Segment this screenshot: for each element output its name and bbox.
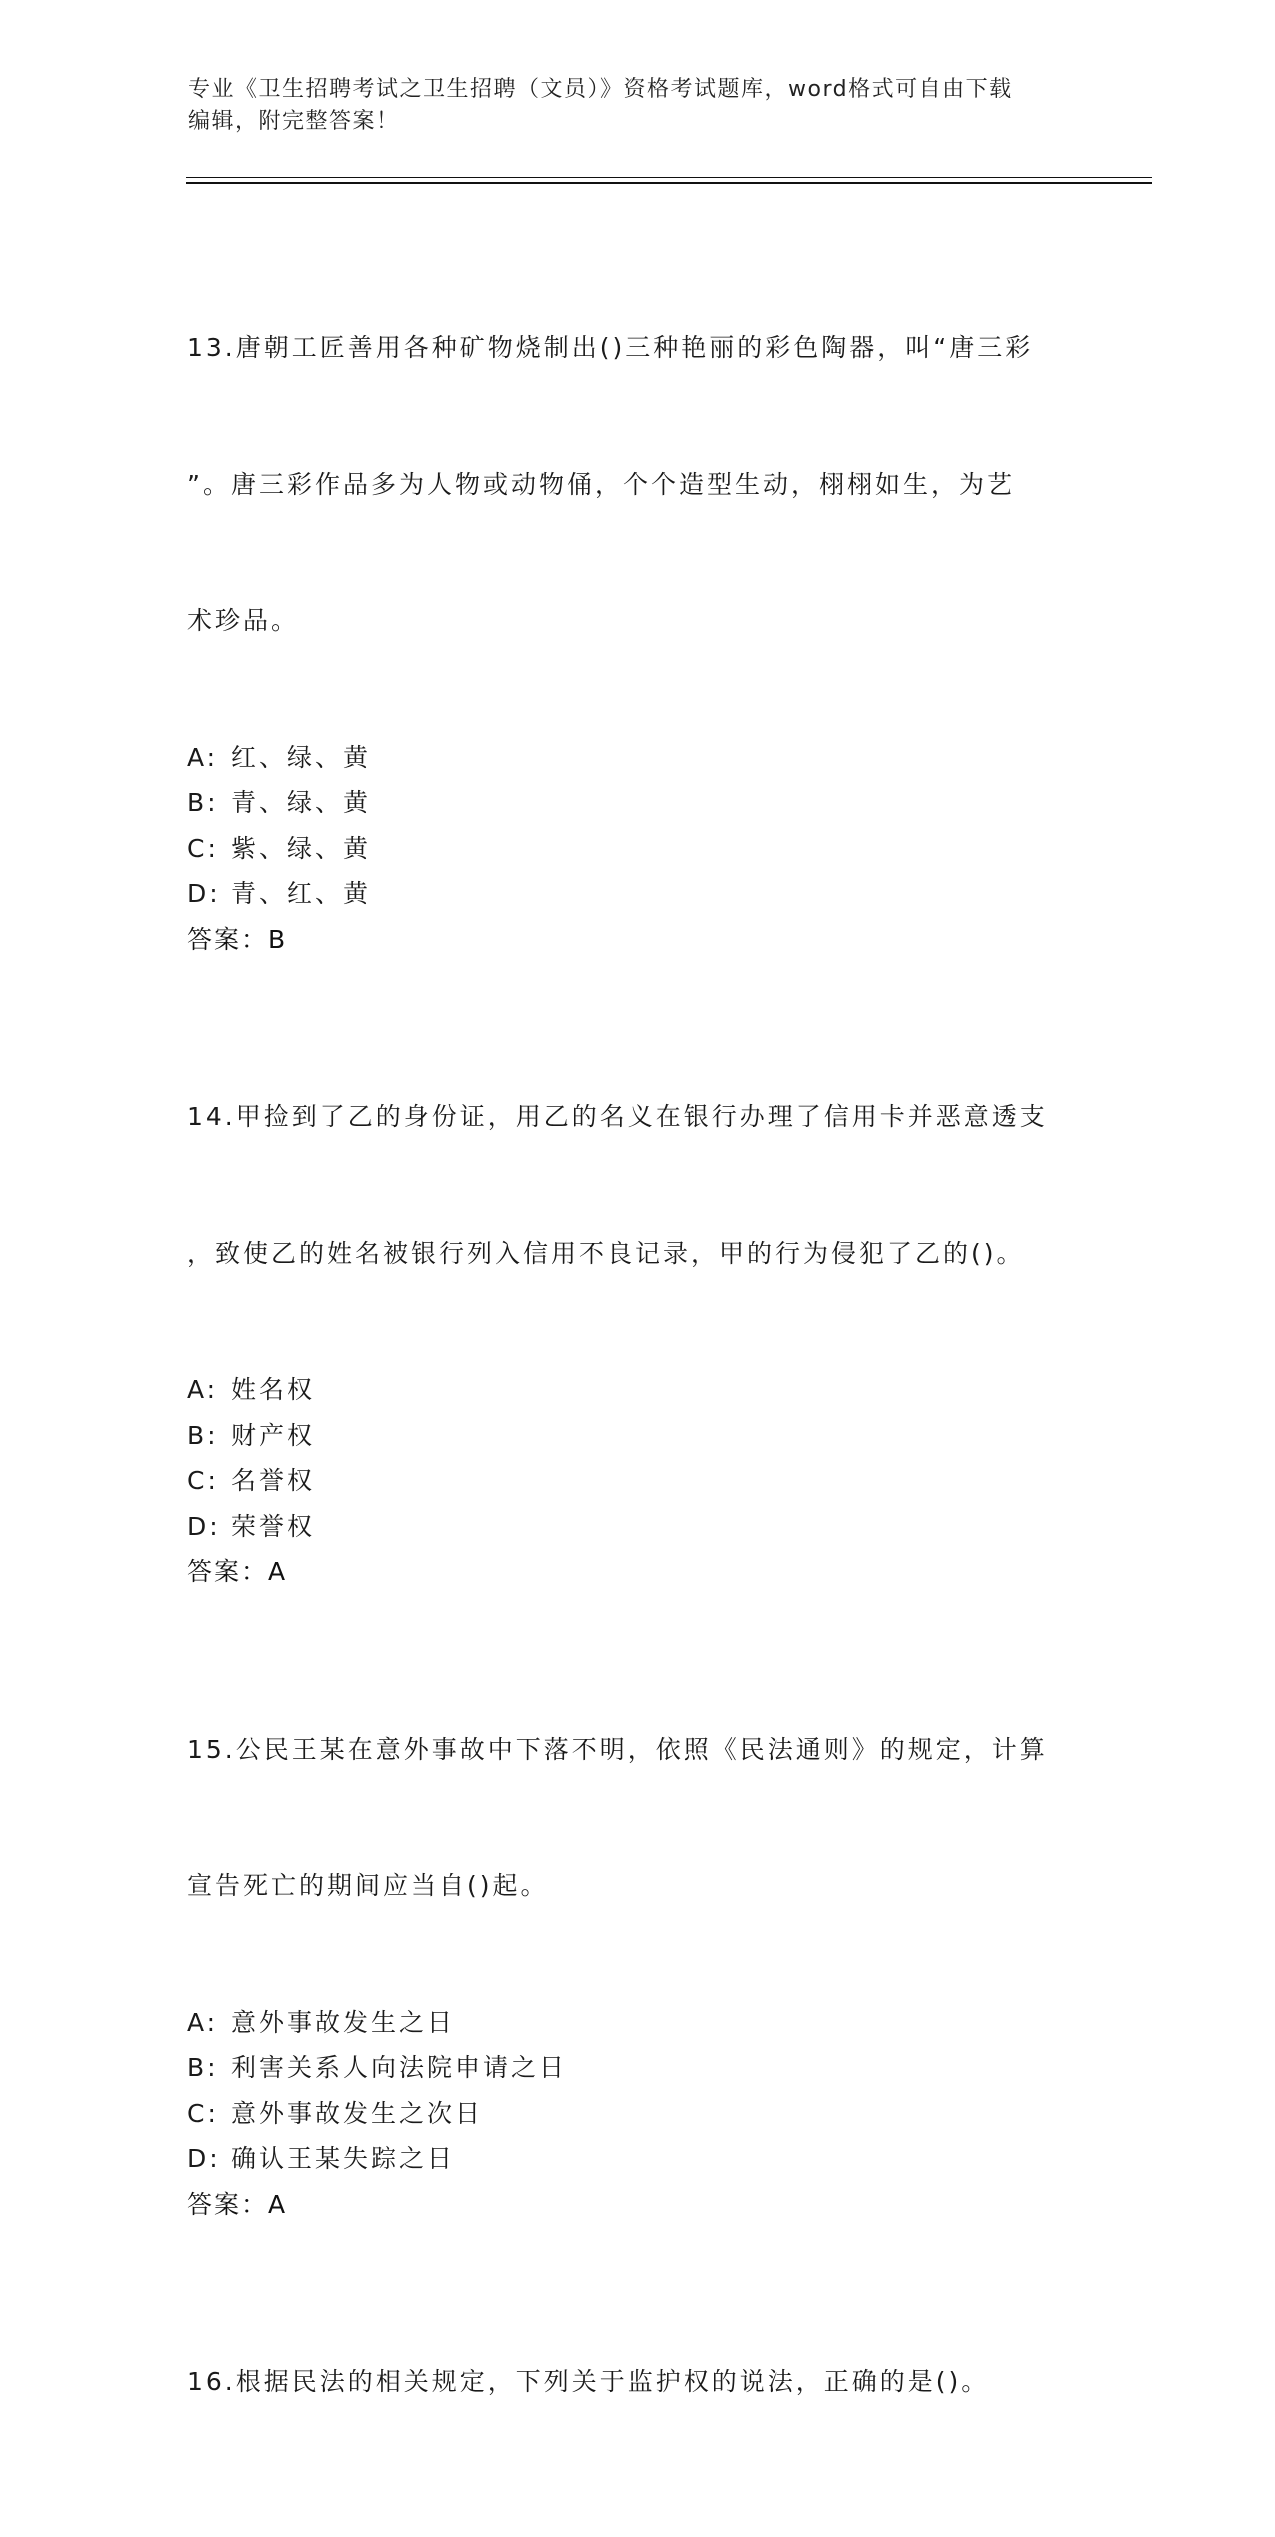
option-b (187, 2045, 1087, 2091)
question-text-line: 15.公民王某在意外事故中下落不明，依照《民法通则》的规定，计算 (187, 1734, 1048, 1764)
question-15 (187, 1636, 1087, 2228)
option-key: B: (187, 1420, 219, 1450)
option-d (187, 1504, 1087, 1550)
question-text-line: 术珍品。 (187, 606, 300, 635)
option-d (187, 871, 1087, 917)
question-14 (187, 1003, 1087, 1595)
option-text: 红、绿、黄 (231, 742, 372, 772)
option-key: A: (187, 1375, 219, 1404)
answer-text: 答案：A (187, 2189, 288, 2219)
option-key: C: (187, 1466, 219, 1495)
option-key: D: (187, 2144, 221, 2173)
option-text: 财产权 (231, 1420, 316, 1450)
answer-text: 答案：A (187, 1557, 288, 1586)
option-text: 青、绿、黄 (231, 788, 372, 817)
option-text: 确认王某失踪之日 (231, 2144, 456, 2173)
option-text: 姓名权 (231, 1375, 316, 1404)
option-text: 紫、绿、黄 (231, 833, 372, 863)
question-16 (187, 2268, 1087, 2496)
option-d (187, 2136, 1087, 2182)
question-text-line: 14.甲捡到了乙的身份证，用乙的名义在银行办理了信用卡并恶意透支 (187, 1102, 1048, 1131)
question-text (187, 1636, 1087, 2000)
header-line-1: 专业《卫生招聘考试之卫生招聘（文员）》资格考试题库，word格式可自由下载 (188, 77, 1013, 102)
question-text-line: 13.唐朝工匠善用各种矿物烧制出()三种艳丽的彩色陶器，叫“唐三彩 (187, 333, 1034, 362)
option-key: C: (187, 2098, 219, 2128)
header-line-2: 编辑，附完整答案！ (188, 109, 400, 134)
option-b (187, 780, 1087, 826)
option-key: C: (187, 833, 219, 863)
question-text-line: 宣告死亡的期间应当自()起。 (187, 1871, 549, 1900)
option-text: 荣誉权 (231, 1511, 316, 1541)
option-text: 意外事故发生之日 (231, 2007, 456, 2037)
option-key: D: (187, 879, 221, 908)
option-a (187, 1367, 1087, 1413)
question-list (187, 234, 1087, 2537)
question-text (187, 234, 1087, 735)
question-text-line: ”。唐三彩作品多为人物或动物俑，个个造型生动，栩栩如生，为艺 (187, 469, 1015, 499)
answer-text: 答案：B (187, 924, 288, 954)
option-key: B: (187, 788, 219, 817)
option-list (187, 1367, 1087, 1549)
option-key: D: (187, 1511, 221, 1541)
option-key: A: (187, 2007, 219, 2037)
option-key: B: (187, 2053, 219, 2082)
option-list (187, 735, 1087, 917)
header-divider-thin (186, 177, 1152, 178)
option-text: 青、红、黄 (231, 879, 372, 908)
option-text: 利害关系人向法院申请之日 (231, 2053, 568, 2082)
question-text-line: ，致使乙的姓名被银行列入信用不良记录，甲的行为侵犯了乙的()。 (187, 1238, 1025, 1268)
option-c (187, 2091, 1087, 2137)
option-a (187, 735, 1087, 781)
header-divider-thick (186, 182, 1152, 184)
option-list (187, 2000, 1087, 2182)
option-b (187, 1413, 1087, 1459)
question-text (187, 2268, 1087, 2496)
option-text: 名誉权 (231, 1466, 316, 1495)
question-13 (187, 234, 1087, 962)
document-header (188, 74, 1088, 138)
question-text-line: 16.根据民法的相关规定，下列关于监护权的说法，正确的是()。 (187, 2367, 990, 2396)
option-text: 意外事故发生之次日 (231, 2098, 484, 2128)
option-c (187, 1458, 1087, 1504)
option-key: A: (187, 742, 219, 772)
option-c (187, 826, 1087, 872)
option-a (187, 2000, 1087, 2046)
question-text (187, 1003, 1087, 1367)
